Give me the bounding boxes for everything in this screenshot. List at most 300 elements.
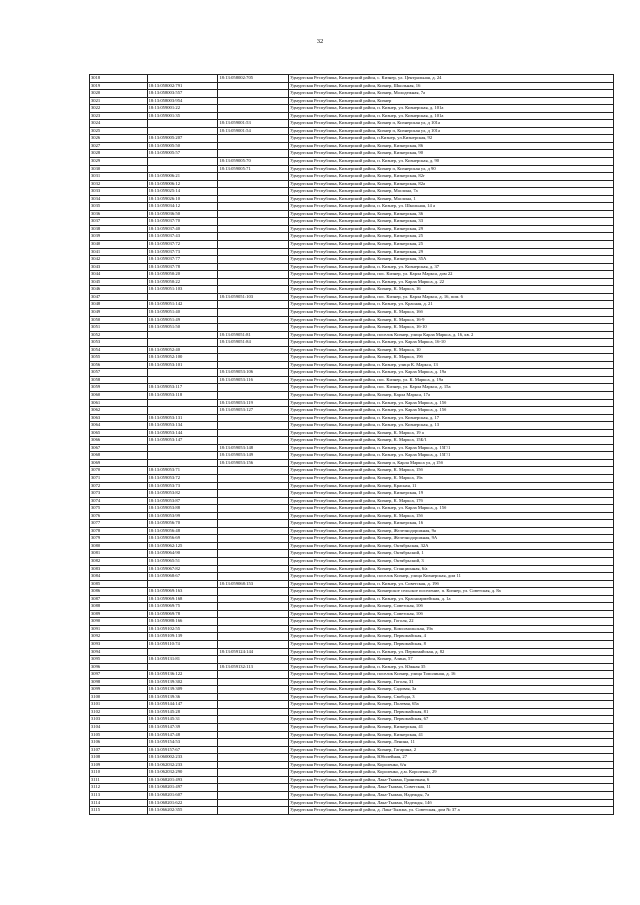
table-row	[90, 603, 614, 611]
table-row	[90, 218, 614, 226]
address-cell: Удмуртская Республика, Кизнерский район, п. Кизнер, ул. Карла Маркса, д. 15б	[289, 407, 614, 415]
cadastral-number-cell: 18:13:059147:39	[147, 724, 218, 732]
building-number-cell	[218, 180, 289, 188]
row-number-cell: 3051	[90, 324, 148, 332]
building-number-cell	[218, 271, 289, 279]
address-cell: Удмуртская Республика, Кизнерский район, п. Кизнер, ул. Карла Маркса, д. 15б	[289, 505, 614, 513]
building-number-cell	[218, 497, 289, 505]
building-number-cell: 18:13:059051:81	[218, 331, 289, 339]
building-number-cell: 18:13:059051:103	[218, 293, 289, 301]
cadastral-number-cell: 18:13:059053:82	[147, 490, 218, 498]
building-number-cell	[218, 610, 289, 618]
row-number-cell: 3075	[90, 505, 148, 513]
cadastral-number-cell: 18:13:059053:88	[147, 505, 218, 513]
address-cell: Удмуртская Республика, Кизнерский район, Кизнер, Железнодорожная, 9А	[289, 535, 614, 543]
table-row	[90, 799, 614, 807]
row-number-cell: 3068	[90, 452, 148, 460]
table-row	[90, 203, 614, 211]
cadastral-number-cell: 18:13:059110:74	[147, 641, 218, 649]
table-row	[90, 467, 614, 475]
building-number-cell	[218, 678, 289, 686]
table-row	[90, 580, 614, 588]
address-cell: Удмуртская Республика, Кизнерский район, Кизнер, Азина, 57	[289, 656, 614, 664]
table-row	[90, 610, 614, 618]
cadastral-number-cell: 18:13:059051:50	[147, 324, 218, 332]
building-number-cell	[218, 97, 289, 105]
building-number-cell	[218, 361, 289, 369]
cadastral-number-cell: 18:13:059050:22	[147, 278, 218, 286]
cadastral-number-cell: 18:13:066202:355	[147, 807, 218, 815]
building-number-cell	[218, 573, 289, 581]
address-cell: Удмуртская Республика, Кизнерский район, Кизнер, К. Маркса, 19а	[289, 474, 614, 482]
address-cell: Удмуртская Республика, Кизнерский район, Кизнер, Станционная, 6/а	[289, 565, 614, 573]
building-number-cell	[218, 490, 289, 498]
row-number-cell: 3025	[90, 127, 148, 135]
table-row	[90, 724, 614, 732]
table-row	[90, 716, 614, 724]
building-number-cell	[218, 603, 289, 611]
building-number-cell	[218, 686, 289, 694]
row-number-cell: 3048	[90, 301, 148, 309]
cadastral-number-cell: 18:13:059056:69	[147, 535, 218, 543]
address-cell: Удмуртская Республика, Кизнерский район, п. Кизнер, ул. Карла Маркса, д. 15Г/1	[289, 444, 614, 452]
row-number-cell: 3019	[90, 82, 148, 90]
cadastral-number-cell: 18:13:059154:53	[147, 739, 218, 747]
table-row	[90, 686, 614, 694]
table-row	[90, 105, 614, 113]
building-number-cell: 18:13:059005:70	[218, 158, 289, 166]
cadastral-number-cell: 18:13:059064:90	[147, 550, 218, 558]
building-number-cell	[218, 233, 289, 241]
table-row	[90, 437, 614, 445]
table-row	[90, 195, 614, 203]
building-number-cell	[218, 248, 289, 256]
building-number-cell	[218, 776, 289, 784]
address-cell: Удмуртская Республика, Кизнерский район, п. Кизнер, ул. Южная 35	[289, 663, 614, 671]
cadastral-number-cell	[147, 452, 218, 460]
cadastral-number-cell: 18:13:059069:168	[147, 595, 218, 603]
address-cell: Удмуртская Республика, Кизнерский район, п. Кизнер, ул. Советская, д. 19б	[289, 580, 614, 588]
table-row	[90, 301, 614, 309]
cadastral-number-cell: 18:13:059052:100	[147, 354, 218, 362]
table-row	[90, 625, 614, 633]
address-cell: Удмуртская Республика, Кизнерский район, Кизнер, Советская, 10б	[289, 603, 614, 611]
address-cell: Удмуртская Республика, Кизнерский район, Кизнер, Молодежная, 7а	[289, 90, 614, 98]
address-cell: Удмуртская Республика, Кизнерский район, Кизнер, К. Маркса, 16	[289, 286, 614, 294]
cadastral-number-cell: 18:13:059139:36	[147, 693, 218, 701]
building-number-cell	[218, 429, 289, 437]
row-number-cell: 3073	[90, 490, 148, 498]
cadastral-number-cell	[147, 407, 218, 415]
address-cell: Удмуртская Республика, Кизнерский район, п. Кизнер, ул. Кизнерская, д. 17	[289, 414, 614, 422]
cadastral-number-cell: 18:13:059053:118	[147, 391, 218, 399]
cadastral-number-cell: 18:13:059053:134	[147, 422, 218, 430]
row-number-cell: 3102	[90, 708, 148, 716]
cadastral-number-cell: 18:13:059006:12	[147, 180, 218, 188]
building-number-cell: 18:13:059053:149	[218, 452, 289, 460]
table-row	[90, 527, 614, 535]
table-row	[90, 90, 614, 98]
row-number-cell: 3101	[90, 701, 148, 709]
cadastral-number-cell: 18:13:062032:233	[147, 761, 218, 769]
address-cell: Удмуртская Республика, Кизнерский район, Короленко, д.м. Короленко, 29	[289, 769, 614, 777]
row-number-cell: 3053	[90, 339, 148, 347]
row-number-cell: 3043	[90, 263, 148, 271]
address-cell: Удмуртская Республика, Кизнерский район, Кизнер п, Кизнерская ул, д 101а	[289, 120, 614, 128]
table-row	[90, 248, 614, 256]
row-number-cell: 3055	[90, 354, 148, 362]
registry-table	[89, 74, 614, 815]
cadastral-number-cell: 18:13:059139:302	[147, 678, 218, 686]
address-cell: Удмуртская Республика, Кизнерский район, Кизнер, Полевая, 65а	[289, 701, 614, 709]
table-row	[90, 414, 614, 422]
building-number-cell	[218, 724, 289, 732]
address-cell: Удмуртская Республика, Кизнерский район, п. Кизнер, ул. Кизнерская, д. 90	[289, 158, 614, 166]
address-cell: Удмуртская Республика, Кизнерский район, Кизнер, Кизнерская, 35А	[289, 256, 614, 264]
table-row	[90, 656, 614, 664]
page-number: 32	[316, 38, 324, 45]
row-number-cell: 3023	[90, 112, 148, 120]
row-number-cell: 3081	[90, 550, 148, 558]
building-number-cell	[218, 225, 289, 233]
table-row	[90, 452, 614, 460]
building-number-cell	[218, 278, 289, 286]
cadastral-number-cell: 18:13:059051:103	[147, 286, 218, 294]
building-number-cell	[218, 595, 289, 603]
building-number-cell: 18:13:058002:705	[218, 75, 289, 83]
table-row	[90, 444, 614, 452]
row-number-cell: 3115	[90, 807, 148, 815]
address-cell: Удмуртская Республика, Кизнерский район, Кизнер, Красная, 11	[289, 482, 614, 490]
table-row	[90, 550, 614, 558]
building-number-cell	[218, 535, 289, 543]
building-number-cell: 18:13:059053:119	[218, 399, 289, 407]
cadastral-number-cell: 18:13:059053:101	[147, 361, 218, 369]
cadastral-number-cell	[147, 376, 218, 384]
table-row	[90, 346, 614, 354]
address-cell: Удмуртская Республика, Кизнерский район, Кизнер, К. Маркса, 15Б/1	[289, 437, 614, 445]
row-number-cell: 3094	[90, 648, 148, 656]
address-cell: Удмуртская Республика, Кизнерский район, Юбилейная, 27	[289, 754, 614, 762]
building-number-cell	[218, 316, 289, 324]
address-cell: Удмуртская Республика, Кизнерский район, Кизнер, Кизнерская, 41	[289, 724, 614, 732]
table-row	[90, 112, 614, 120]
address-cell: Удмуртская Республика, Кизнерский район, д. Лака-Тыжма, ул. Советская, дом № 37 а	[289, 807, 614, 815]
table-row	[90, 512, 614, 520]
cadastral-number-cell: 18:13:059037:78	[147, 263, 218, 271]
address-cell: Удмуртская Республика, Кизнерский район, Кизнер, Советская, 10б	[289, 610, 614, 618]
address-cell: Удмуртская Республика, Кизнерский район, пос. Кизнер, ул. Карла Маркса, д. 16, пом. 6	[289, 293, 614, 301]
building-number-cell	[218, 625, 289, 633]
cadastral-number-cell: 18:13:059037:77	[147, 256, 218, 264]
row-number-cell: 3018	[90, 75, 148, 83]
address-cell: Удмуртская Республика, Кизнерский район, п. Кизнер, ул. Красная, д. 21	[289, 301, 614, 309]
table-row	[90, 678, 614, 686]
table-row	[90, 120, 614, 128]
cadastral-number-cell: 18:13:058003:954	[147, 97, 218, 105]
cadastral-number-cell: 18:13:059051:49	[147, 316, 218, 324]
address-cell: Удмуртская Республика, Кизнерский район, Кизнер, Садовая, 3а	[289, 686, 614, 694]
address-cell: Удмуртская Республика, Кизнерский район, Кизнер, Октябрьский, 3	[289, 558, 614, 566]
building-number-cell	[218, 286, 289, 294]
table-row	[90, 150, 614, 158]
address-cell: Удмуртская Республика, Кизнерский район, Кизнер, К. Маркса, 17б	[289, 497, 614, 505]
cadastral-number-cell: 18:13:059037:43	[147, 233, 218, 241]
table-row	[90, 429, 614, 437]
cadastral-number-cell	[147, 369, 218, 377]
row-number-cell: 3035	[90, 203, 148, 211]
building-number-cell	[218, 241, 289, 249]
row-number-cell: 3049	[90, 308, 148, 316]
building-number-cell	[218, 195, 289, 203]
cadastral-number-cell: 18:13:059053:73	[147, 482, 218, 490]
building-number-cell: 18:13:059132:113	[218, 663, 289, 671]
cadastral-number-cell: 18:13:059145:28	[147, 708, 218, 716]
address-cell: Удмуртская Республика, Кизнерский район, Кизнер, Кизнерская, 19	[289, 490, 614, 498]
row-number-cell: 3084	[90, 573, 148, 581]
cadastral-number-cell	[147, 663, 218, 671]
row-number-cell: 3021	[90, 97, 148, 105]
building-number-cell	[218, 754, 289, 762]
address-cell: Удмуртская Республика, Кизнерский район, Кизнер, К. Маркса, 19б	[289, 354, 614, 362]
cadastral-number-cell	[147, 399, 218, 407]
building-number-cell: 18:13:059053:148	[218, 444, 289, 452]
row-number-cell: 3096	[90, 663, 148, 671]
building-number-cell	[218, 746, 289, 754]
address-cell: Удмуртская Республика, Кизнерский район, Кизнер, К. Маркса, 16-9	[289, 316, 614, 324]
row-number-cell: 3097	[90, 671, 148, 679]
row-number-cell: 3080	[90, 542, 148, 550]
table-row	[90, 225, 614, 233]
cadastral-number-cell: 18:13:059053:117	[147, 384, 218, 392]
address-cell: Удмуртская Республика, Кизнерский район, Кизнер, К. Маркса, 16б	[289, 308, 614, 316]
row-number-cell: 3070	[90, 467, 148, 475]
row-number-cell: 3042	[90, 256, 148, 264]
address-cell: Удмуртская Республика, Кизнерский район, Кизнер, Железнодорожная, 9а	[289, 527, 614, 535]
table-row	[90, 135, 614, 143]
row-number-cell: 3062	[90, 407, 148, 415]
address-cell: Удмуртская Республика, Кизнерский район, Кизнер, Комсомольская, 19а	[289, 625, 614, 633]
row-number-cell: 3040	[90, 241, 148, 249]
address-cell: Удмуртская Республика, Кизнерский район, Кизнер, Кизнерская, 29	[289, 248, 614, 256]
row-number-cell: 3098	[90, 678, 148, 686]
cadastral-number-cell: 18:13:059052:40	[147, 346, 218, 354]
building-number-cell	[218, 474, 289, 482]
building-number-cell: 18:13:059053:116	[218, 376, 289, 384]
address-cell: Удмуртская Республика, Кизнерский район, Кизнер, К. Маркса, 10	[289, 346, 614, 354]
building-number-cell	[218, 173, 289, 181]
table-row	[90, 776, 614, 784]
row-number-cell: 3112	[90, 784, 148, 792]
cadastral-number-cell	[147, 459, 218, 467]
building-number-cell	[218, 391, 289, 399]
building-number-cell: 18:13:059051:84	[218, 339, 289, 347]
row-number-cell: 3044	[90, 271, 148, 279]
address-cell: Удмуртская Республика, Кизнерский район, п. Кизнер, улица К. Маркса, 13	[289, 361, 614, 369]
building-number-cell	[218, 414, 289, 422]
cadastral-number-cell: 18:13:059157:67	[147, 746, 218, 754]
table-row	[90, 142, 614, 150]
address-cell: Удмуртская Республика, Кизнерский район, Кизнер, Кизнерская, 25	[289, 241, 614, 249]
table-row	[90, 588, 614, 596]
row-number-cell: 3037	[90, 218, 148, 226]
row-number-cell: 3050	[90, 316, 148, 324]
cadastral-number-cell: 18:13:059006:21	[147, 173, 218, 181]
cadastral-number-cell: 18:13:059001:35	[147, 112, 218, 120]
building-number-cell	[218, 346, 289, 354]
building-number-cell	[218, 354, 289, 362]
cadastral-number-cell: 18:13:059053:131	[147, 414, 218, 422]
building-number-cell	[218, 588, 289, 596]
building-number-cell	[218, 482, 289, 490]
row-number-cell: 3047	[90, 293, 148, 301]
address-cell: Удмуртская Республика, Кизнерский район, Лака-Тыжма, Надежды, 7а	[289, 791, 614, 799]
cadastral-number-cell: 18:13:059053:72	[147, 474, 218, 482]
cadastral-number-cell: 18:13:059109:139	[147, 633, 218, 641]
table-row	[90, 286, 614, 294]
table-row	[90, 233, 614, 241]
address-cell: Удмуртская Республика, Кизнерский район, Кизнер, Октябрьская, 32А	[289, 542, 614, 550]
address-cell: Удмуртская Республика, Кизнерский район, Кизнер, Карла Маркса, 17а	[289, 391, 614, 399]
cadastral-number-cell: 18:13:068201:607	[147, 791, 218, 799]
cadastral-number-cell: 18:13:059037:72	[147, 241, 218, 249]
address-cell: Удмуртская Республика, Кизнерский район, Кизнер, Первомайская, 4	[289, 633, 614, 641]
building-number-cell	[218, 150, 289, 158]
address-cell: Удмуртская Республика, Кизнерский район, Кизнер, К. Маркса, 16-10	[289, 324, 614, 332]
cadastral-number-cell: 18:13:059056:70	[147, 520, 218, 528]
row-number-cell: 3105	[90, 731, 148, 739]
cadastral-number-cell	[147, 339, 218, 347]
table-row	[90, 407, 614, 415]
cadastral-number-cell	[147, 165, 218, 173]
row-number-cell: 3065	[90, 429, 148, 437]
building-number-cell	[218, 791, 289, 799]
address-cell: Удмуртская Республика, Кизнерский район, Кизнер, К. Маркса, 19 а	[289, 429, 614, 437]
cadastral-number-cell: 18:13:059147:48	[147, 731, 218, 739]
cadastral-number-cell: 18:13:059036:50	[147, 210, 218, 218]
row-number-cell: 3091	[90, 625, 148, 633]
table-row	[90, 731, 614, 739]
cadastral-number-cell: 18:13:059051:142	[147, 301, 218, 309]
table-row	[90, 75, 614, 83]
cadastral-number-cell	[147, 120, 218, 128]
address-cell: Удмуртская Республика, Кизнерский район, Кизнер, Кизнерская, 33	[289, 218, 614, 226]
building-number-cell	[218, 542, 289, 550]
table-row	[90, 339, 614, 347]
row-number-cell: 3056	[90, 361, 148, 369]
row-number-cell: 3069	[90, 459, 148, 467]
building-number-cell	[218, 708, 289, 716]
row-number-cell: 3059	[90, 384, 148, 392]
building-number-cell	[218, 112, 289, 120]
table-row	[90, 791, 614, 799]
building-number-cell	[218, 550, 289, 558]
table-row	[90, 535, 614, 543]
cadastral-number-cell: 18:13:059136:122	[147, 671, 218, 679]
row-number-cell: 3027	[90, 142, 148, 150]
building-number-cell	[218, 218, 289, 226]
cadastral-number-cell: 18:13:059131:81	[147, 656, 218, 664]
cadastral-number-cell	[147, 331, 218, 339]
address-cell: Удмуртская Республика, Кизнерский район, п. Кизнер, ул. Кизнерская, д. 13	[289, 422, 614, 430]
table-row	[90, 82, 614, 90]
building-number-cell: 18:13:059124:144	[218, 648, 289, 656]
building-number-cell	[218, 761, 289, 769]
cadastral-number-cell: 18:13:058002:791	[147, 82, 218, 90]
address-cell: Удмуртская Республика, Кизнерский район, Кизнер, Кизнерская, 25	[289, 233, 614, 241]
address-cell: Удмуртская Республика, Кизнерский район, Лака-Тыжма, Советская, 11	[289, 784, 614, 792]
row-number-cell: 3033	[90, 188, 148, 196]
cadastral-number-cell	[147, 444, 218, 452]
cadastral-number-cell: 18:13:059088:166	[147, 618, 218, 626]
building-number-cell	[218, 527, 289, 535]
row-number-cell: 3024	[90, 120, 148, 128]
row-number-cell: 3052	[90, 331, 148, 339]
building-number-cell	[218, 633, 289, 641]
table-row	[90, 618, 614, 626]
cadastral-number-cell: 18:13:059025:14	[147, 188, 218, 196]
table-row	[90, 641, 614, 649]
cadastral-number-cell: 18:13:059145:31	[147, 716, 218, 724]
address-cell: Удмуртская Республика, Кизнерский район, поселок Кизнер, улица Кизнерская, дом 11	[289, 573, 614, 581]
row-number-cell: 3058	[90, 376, 148, 384]
row-number-cell: 3072	[90, 482, 148, 490]
address-cell: Удмуртская Республика, Кизнерский район, Кизнерское сельское поселение, п. Кизнер, ул. Советская, д. 8а	[289, 588, 614, 596]
address-cell: Удмуртская Республика, Кизнерский район, п. Кизнер, ул. Карла Маркса, д. 15Г/1	[289, 452, 614, 460]
cadastral-number-cell: 18:13:059050:20	[147, 271, 218, 279]
building-number-cell: 18:13:059053:127	[218, 407, 289, 415]
cadastral-number-cell: 18:13:058003:557	[147, 90, 218, 98]
row-number-cell: 3071	[90, 474, 148, 482]
row-number-cell: 3106	[90, 739, 148, 747]
address-cell: Удмуртская Республика, Кизнерский район, п. Кизнер, ул. Кизнерская, д. 101а	[289, 112, 614, 120]
row-number-cell: 3028	[90, 150, 148, 158]
address-cell: Удмуртская Республика, Кизнерский район, Кизнер, Маслина, 1	[289, 195, 614, 203]
building-number-cell	[218, 799, 289, 807]
cadastral-number-cell: 18:13:059051:40	[147, 308, 218, 316]
row-number-cell: 3110	[90, 769, 148, 777]
cadastral-number-cell: 18:13:059037:73	[147, 248, 218, 256]
table-row	[90, 565, 614, 573]
building-number-cell	[218, 784, 289, 792]
table-row	[90, 210, 614, 218]
row-number-cell: 3107	[90, 746, 148, 754]
row-number-cell: 3066	[90, 437, 148, 445]
table-row	[90, 331, 614, 339]
row-number-cell: 3089	[90, 610, 148, 618]
row-number-cell: 3041	[90, 248, 148, 256]
row-number-cell: 3038	[90, 225, 148, 233]
building-number-cell: 18:13:059053:156	[218, 459, 289, 467]
cadastral-number-cell: 18:13:059005:50	[147, 142, 218, 150]
address-cell: Удмуртская Республика, Кизнерский район, Кизнер, Ленина, 11	[289, 739, 614, 747]
address-cell: Удмуртская Республика, Кизнерский район, п. Кизнер, ул. Кизнерская, д. 101а	[289, 105, 614, 113]
cadastral-number-cell: 18:13:062032:290	[147, 769, 218, 777]
row-number-cell: 3029	[90, 158, 148, 166]
address-cell: Удмуртская Республика, Кизнерский район, Кизнер, Кизнерская, 86	[289, 142, 614, 150]
table-row	[90, 180, 614, 188]
address-cell: Удмуртская Республика, Кизнерский район, Кизнер, Гоголя, 22	[289, 618, 614, 626]
cadastral-number-cell: 18:13:059069:78	[147, 610, 218, 618]
table-row	[90, 754, 614, 762]
row-number-cell: 3108	[90, 754, 148, 762]
table-row	[90, 293, 614, 301]
table-row	[90, 693, 614, 701]
building-number-cell	[218, 142, 289, 150]
building-number-cell	[218, 210, 289, 218]
cadastral-number-cell: 18:13:059102:55	[147, 625, 218, 633]
row-number-cell: 3082	[90, 558, 148, 566]
